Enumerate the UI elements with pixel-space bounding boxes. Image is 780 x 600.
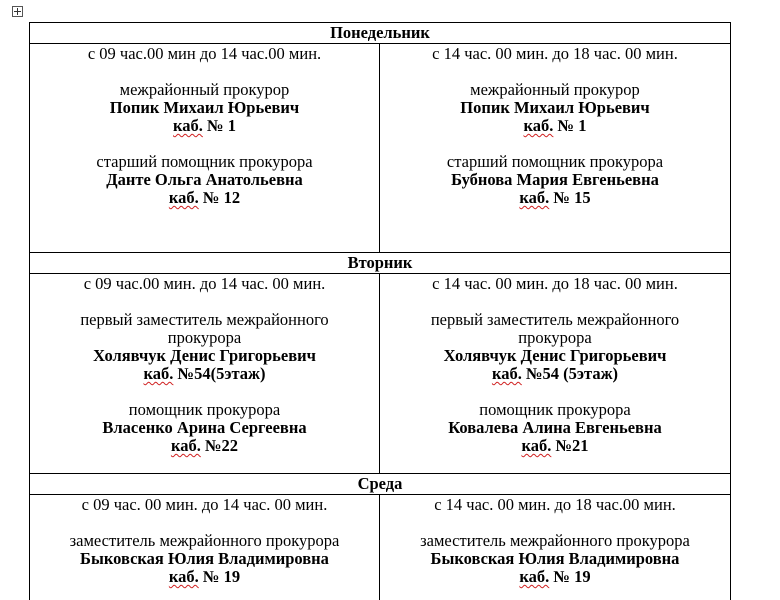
tuesday-afternoon-cell: [380, 274, 731, 474]
office-number: каб. № 1: [523, 116, 587, 135]
official-position: старший помощник прокурора: [446, 152, 664, 171]
office-number: каб. № 19: [168, 567, 241, 586]
official-name: Холявчук Денис Григорьевич: [93, 346, 316, 365]
slot-time: с 14 час. 00 мин. до 18 час. 00 мин.: [432, 274, 678, 293]
monday-morning-cell: [30, 44, 380, 253]
official-name: Ковалева Алина Евгеньевна: [448, 418, 662, 437]
office-number: каб. №54(5этаж): [143, 364, 266, 383]
official-position: межрайонный прокурор: [470, 80, 640, 99]
slot-time: с 14 час. 00 мин. до 18 час. 00 мин.: [432, 44, 678, 63]
official-position: первый заместитель межрайонного: [80, 310, 329, 329]
official-name: Власенко Арина Сергеевна: [102, 418, 307, 437]
slot-time: с 09 час. 00 мин. до 14 час. 00 мин.: [81, 495, 328, 514]
table-move-handle-icon[interactable]: [12, 6, 23, 17]
office-number: каб. № 1: [173, 116, 236, 135]
official-position: заместитель межрайонного прокурора: [420, 531, 690, 550]
official-name: Холявчук Денис Григорьевич: [443, 346, 667, 365]
office-number: каб. № 15: [519, 188, 591, 207]
official-position: заместитель межрайонного прокурора: [69, 531, 340, 550]
reception-schedule-table: [29, 22, 731, 600]
official-name: Быковская Юлия Владимировна: [80, 549, 329, 568]
day-header-tuesday: Вторник: [30, 253, 731, 274]
official-name: Бубнова Мария Евгеньевна: [451, 170, 659, 189]
official-name: Быковская Юлия Владимировна: [430, 549, 680, 568]
office-number: каб. № 19: [519, 567, 591, 586]
slot-time: с 09 час.00 мин до 14 час.00 мин.: [87, 44, 322, 63]
monday-afternoon-cell: [380, 44, 731, 253]
tuesday-morning-cell: [30, 274, 380, 474]
official-position: старший помощник прокурора: [96, 152, 313, 171]
official-name: Данте Ольга Анатольевна: [106, 170, 303, 189]
official-position: первый заместитель межрайонного: [430, 310, 680, 329]
slot-time: с 14 час. 00 мин. до 18 час.00 мин.: [434, 495, 676, 514]
official-position: помощник прокурора: [479, 400, 631, 419]
office-number: каб. № 12: [168, 188, 241, 207]
slot-time: с 09 час.00 мин. до 14 час. 00 мин.: [83, 274, 326, 293]
day-header-wednesday: Среда: [30, 474, 731, 495]
day-header-monday: Понедельник: [30, 23, 731, 44]
official-position: межрайонный прокурор: [119, 80, 290, 99]
office-number: каб. №21: [521, 436, 589, 455]
official-position-continued: прокурора: [167, 328, 242, 347]
official-position-continued: прокурора: [518, 328, 592, 347]
office-number: каб. №22: [170, 436, 239, 455]
office-number: каб. №54 (5этаж): [491, 364, 619, 383]
wednesday-afternoon-cell: [380, 495, 731, 600]
wednesday-morning-cell: [30, 495, 380, 600]
official-name: Попик Михаил Юрьевич: [109, 98, 300, 117]
official-name: Попик Михаил Юрьевич: [460, 98, 650, 117]
official-position: помощник прокурора: [128, 400, 281, 419]
